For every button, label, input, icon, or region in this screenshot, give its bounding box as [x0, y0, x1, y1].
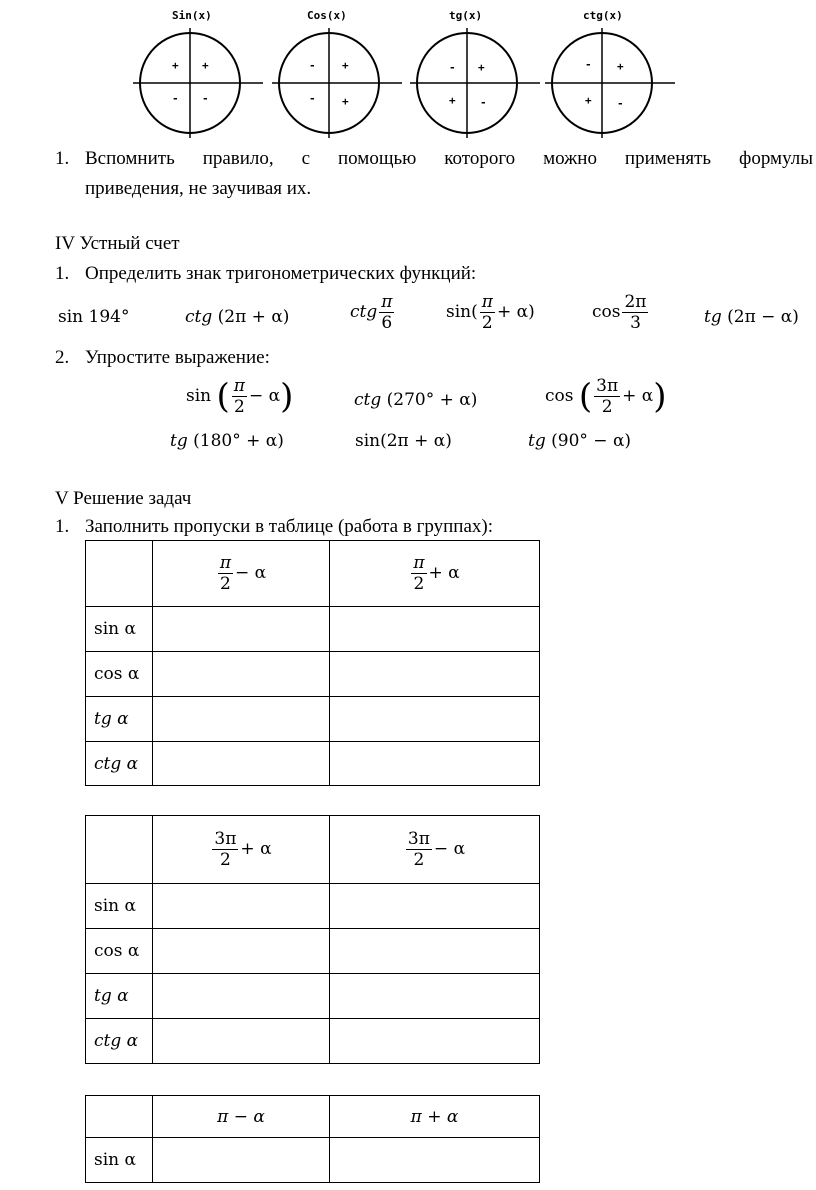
empty-cell[interactable]: [330, 652, 540, 697]
sign-q1: +: [617, 60, 624, 73]
sign-q2: -: [585, 58, 592, 71]
row-label: sin α: [86, 1138, 153, 1183]
list-number: 1.: [55, 516, 70, 537]
expr-ctg-2pi-plus-a: ctg (2π + α): [185, 307, 290, 327]
table-header-cell: $\frac{3\pi}{2}$ + α: [153, 816, 330, 884]
empty-cell[interactable]: [153, 1019, 330, 1064]
task-text: Упростите выражение:: [85, 347, 270, 368]
sign-q3: -: [309, 92, 316, 105]
circle-label-ctg: ctg(x): [583, 9, 623, 22]
empty-cell[interactable]: [330, 929, 540, 974]
empty-cell[interactable]: [153, 652, 330, 697]
table-row: [86, 742, 540, 786]
row-label: sin α: [86, 884, 153, 929]
sign-q1: +: [202, 59, 209, 72]
sign-q4: -: [480, 96, 487, 109]
ctg-sign-circle: [545, 28, 675, 138]
empty-cell[interactable]: [330, 1019, 540, 1064]
row-label: tg α: [86, 697, 153, 742]
table-row: [86, 1138, 540, 1183]
sin-sign-circle: [133, 28, 263, 138]
row-label: cos α: [86, 652, 153, 697]
expr-ctg-pi-6: ctg $\frac{\pi}{6}$: [350, 292, 393, 333]
row-label: sin α: [86, 607, 153, 652]
sign-q4: +: [342, 95, 349, 108]
empty-cell[interactable]: [330, 1138, 540, 1183]
table-header-cell: $\frac{\pi}{2}$ − α: [153, 541, 330, 607]
empty-cell[interactable]: [330, 742, 540, 786]
list-number: 1.: [55, 148, 70, 169]
table-corner-cell: [86, 1096, 153, 1138]
tg-sign-circle: [410, 28, 540, 138]
table-row: [86, 929, 540, 974]
expr-ctg-270-plus-a: ctg (270° + α): [354, 390, 478, 410]
empty-cell[interactable]: [153, 974, 330, 1019]
table-row: [86, 697, 540, 742]
table-corner-cell: [86, 541, 153, 607]
list-number: 1.: [55, 263, 70, 284]
table-row: [86, 884, 540, 929]
sign-q2: -: [309, 59, 316, 72]
section-heading: IV Устный счет: [55, 233, 180, 254]
table-row: [86, 1019, 540, 1064]
row-label: ctg α: [86, 742, 153, 786]
empty-cell[interactable]: [330, 607, 540, 652]
empty-cell[interactable]: [153, 929, 330, 974]
empty-cell[interactable]: [153, 1138, 330, 1183]
task-recall-line1: Вспомнить правило, с помощью которого можно применять формулы: [85, 148, 813, 169]
sign-q4: -: [617, 97, 624, 110]
sign-q3: -: [172, 92, 179, 105]
row-label: cos α: [86, 929, 153, 974]
empty-cell[interactable]: [153, 742, 330, 786]
expr-tg-180-plus-a: tg (180° + α): [170, 431, 284, 451]
table-header-cell: $\frac{\pi}{2}$ + α: [330, 541, 540, 607]
empty-cell[interactable]: [330, 974, 540, 1019]
row-label: tg α: [86, 974, 153, 1019]
list-number: 2.: [55, 347, 70, 368]
empty-cell[interactable]: [153, 607, 330, 652]
expr-cos-3pi2-plus-a: cos ( $\frac{3\pi}{2}$ + α): [545, 376, 667, 417]
circle-label-sin: Sin(x): [172, 9, 212, 22]
table-row: [86, 652, 540, 697]
reduction-table-2: [85, 815, 540, 1064]
table-corner-cell: [86, 816, 153, 884]
circle-label-tg: tg(x): [449, 9, 483, 22]
task-recall-line2: приведения, не заучивая их.: [85, 178, 312, 199]
table-row: [86, 974, 540, 1019]
reduction-table-3: [85, 1095, 540, 1183]
task-text: Определить знак тригонометрических функций:: [85, 263, 477, 284]
expr-sin-194: sin 194°: [58, 307, 130, 327]
sign-q2: -: [449, 61, 456, 74]
table-header-cell: π + α: [330, 1096, 540, 1138]
empty-cell[interactable]: [330, 884, 540, 929]
expr-tg-90-minus-a: tg (90° − α): [528, 431, 632, 451]
table-header-cell: $\frac{3\pi}{2}$ − α: [330, 816, 540, 884]
empty-cell[interactable]: [153, 884, 330, 929]
reduction-table-1: [85, 540, 540, 786]
sign-q4: -: [202, 92, 209, 105]
sign-q3: +: [449, 94, 456, 107]
section-heading: V Решение задач: [55, 488, 192, 509]
circle-label-cos: Cos(x): [307, 9, 347, 22]
sign-q1: +: [478, 61, 485, 74]
expr-sin-2pi-plus-a: sin(2π + α): [355, 431, 452, 451]
expr-tg-2pi-minus-a: tg (2π − α): [704, 307, 799, 327]
sign-q1: +: [342, 59, 349, 72]
task-text: Заполнить пропуски в таблице (работа в группах):: [85, 516, 493, 537]
expr-sin-pi2-plus-a: sin( $\frac{\pi}{2}$ + α): [446, 292, 535, 333]
expr-cos-2pi-3: cos $\frac{2\pi}{3}$: [592, 292, 647, 333]
sign-q3: +: [585, 94, 592, 107]
table-header-cell: π − α: [153, 1096, 330, 1138]
sign-q2: +: [172, 59, 179, 72]
empty-cell[interactable]: [330, 697, 540, 742]
table-row: [86, 607, 540, 652]
empty-cell[interactable]: [153, 697, 330, 742]
cos-sign-circle: [272, 28, 402, 138]
expr-sin-pi2-minus-a: sin ( $\frac{\pi}{2}$ − α): [186, 376, 294, 417]
row-label: ctg α: [86, 1019, 153, 1064]
